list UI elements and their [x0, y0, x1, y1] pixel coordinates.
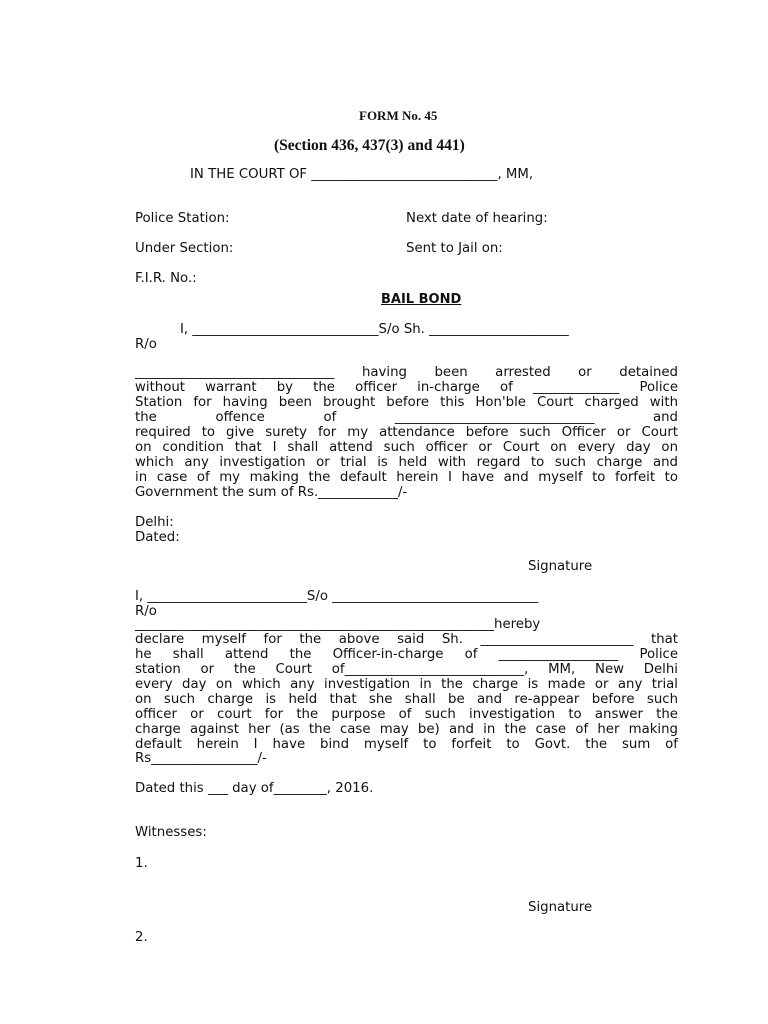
paragraph-line: Station for having been brought before this Hon'ble Court charged with — [135, 395, 678, 410]
dated-label: Dated: — [135, 530, 180, 545]
paragraph-line: which any investigation or trial is held with regard to such charge and — [135, 455, 678, 470]
court-line: IN THE COURT OF ____________________________, MM, — [190, 167, 534, 182]
place-label: Delhi: — [135, 515, 174, 530]
paragraph-line: station or the Court of___________________________, MM, New Delhi — [135, 662, 678, 677]
paragraph-line: on such charge is held that she shall be and re-appear before such — [135, 692, 678, 707]
form-number-title: FORM No. 45 — [359, 108, 438, 123]
fir-number-label: F.I.R. No.: — [135, 271, 197, 286]
paragraph-line: charge against her (as the case may be) and in the case of her making — [135, 722, 678, 737]
paragraph-line: without warrant by the officer in-charge of _____________ Police — [135, 380, 678, 395]
accused-residence-label: R/o — [135, 337, 157, 352]
paragraph-line: ______________________________ having been arrested or detained — [135, 365, 678, 380]
surety-name-line: I, ________________________S/o _______________________________ — [135, 589, 539, 604]
accused-name-line: I, ____________________________S/o Sh. _____________________ — [180, 322, 569, 337]
paragraph-line: in case of my making the default herein I have and myself to forfeit to — [135, 470, 678, 485]
paragraph-line: he shall attend the Officer-in-charge of __________________ Police — [135, 647, 678, 662]
paragraph-line: required to give surety for my attendance before such Officer or Court — [135, 425, 678, 440]
paragraph-line: on condition that I shall attend such officer or Court on every day on — [135, 440, 678, 455]
paragraph-line: ______________________________________________________hereby — [135, 617, 541, 632]
paragraph-line: officer or court for the purpose of such investigation to answer the — [135, 707, 678, 722]
paragraph-line: declare myself for the above said Sh. _______________________ that — [135, 632, 678, 647]
surety-signature-label: Signature — [528, 900, 593, 915]
sent-to-jail-label: Sent to Jail on: — [406, 241, 503, 256]
paragraph-line: the offence of ______________________________ and — [135, 410, 678, 425]
witness-1-label: 1. — [135, 856, 148, 871]
witnesses-label: Witnesses: — [135, 825, 207, 840]
police-station-label: Police Station: — [135, 211, 230, 226]
dated-this-line: Dated this ___ day of________, 2016. — [135, 781, 374, 796]
bail-bond-heading: BAIL BOND — [381, 292, 462, 307]
next-hearing-label: Next date of hearing: — [406, 211, 548, 226]
section-reference: (Section 436, 437(3) and 441) — [274, 137, 465, 154]
paragraph-line: Government the sum of Rs.____________/- — [135, 485, 408, 500]
paragraph-line: Rs________________/- — [135, 751, 267, 766]
surety-residence-label: R/o — [135, 604, 157, 619]
accused-signature-label: Signature — [528, 559, 593, 574]
under-section-label: Under Section: — [135, 241, 234, 256]
paragraph-line: every day on which any investigation in the charge is made or any trial — [135, 677, 678, 692]
witness-2-label: 2. — [135, 930, 148, 945]
paragraph-line: default herein I have bind myself to forfeit to Govt. the sum of — [135, 737, 678, 752]
